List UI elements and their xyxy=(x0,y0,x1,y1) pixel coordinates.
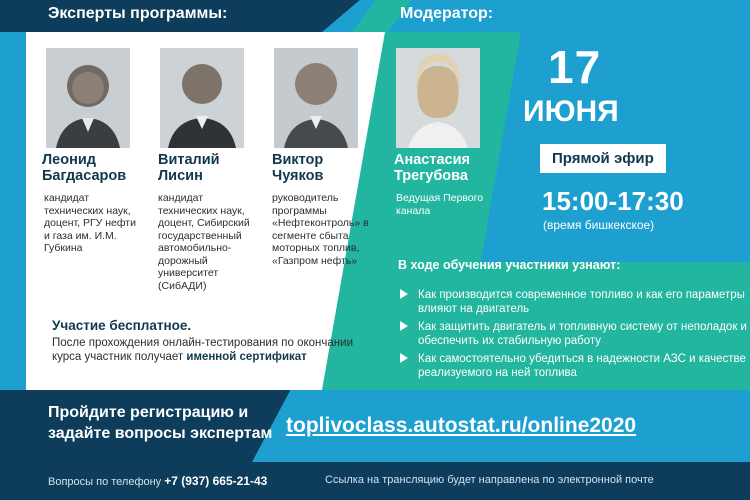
avatar xyxy=(396,48,480,148)
cta-text: Пройдите регистрацию и задайте вопросы экспертам xyxy=(48,404,273,442)
expert-photo-1 xyxy=(46,48,130,148)
moderator-heading: Модератор: xyxy=(400,5,494,22)
learn-item-2-label: Как защитить двигатель и топливную систему от неполадок и обеспечить их стабильную работу xyxy=(418,321,747,347)
learn-item-3 xyxy=(418,352,748,380)
free-participation-text-body: После прохождения онлайн-тестирования по окончании курса участник получает xyxy=(52,337,353,363)
expert-name-2-line1: Виталий xyxy=(158,152,220,168)
moderator-name-line2: Трегубова xyxy=(394,168,468,184)
learn-item-3-label: Как самостоятельно убедиться в надежности АЗС и качестве реализуемого на ней топлива xyxy=(418,353,746,379)
expert-desc-2: кандидат технических наук, доцент, Сибирский государственный автомобильно-дорожный университет (СибАДИ) xyxy=(158,192,250,292)
triangle-bullet-icon xyxy=(400,353,408,363)
portrait-icon xyxy=(274,48,358,148)
footer-phone-block xyxy=(48,474,267,488)
moderator-desc: Ведущая Первого канала xyxy=(396,192,484,217)
learn-heading: В ходе обучения участники узнают: xyxy=(398,258,621,272)
triangle-bullet-icon xyxy=(400,321,408,331)
moderator-name-line1: Анастасия xyxy=(394,152,470,168)
footer-phone-label: Вопросы по телефону xyxy=(48,476,162,488)
event-month: ИЮНЯ xyxy=(523,95,619,128)
live-badge: Прямой эфир xyxy=(540,144,666,173)
expert-name-3-line2: Чуяков xyxy=(272,168,324,184)
event-day: 17 xyxy=(548,41,602,93)
avatar xyxy=(160,48,244,148)
footer-phone-number[interactable]: +7 (937) 665-21-43 xyxy=(164,474,268,488)
expert-photo-2 xyxy=(160,48,244,148)
avatar xyxy=(274,48,358,148)
learn-item-1 xyxy=(418,288,748,316)
event-timezone: (время бишкекское) xyxy=(543,218,655,232)
expert-desc-3: руководитель программы «Нефтеконтроль» в сегменте сбыта моторных топлив, «Газпром нефть» xyxy=(272,192,369,267)
learn-item-2 xyxy=(418,320,748,348)
registration-link[interactable]: toplivoclass.autostat.ru/online2020 xyxy=(286,414,637,437)
moderator-photo xyxy=(396,48,480,148)
free-participation-text xyxy=(52,336,362,364)
left-blue-stripe xyxy=(0,32,26,390)
expert-photo-3 xyxy=(274,48,358,148)
expert-desc-1: кандидат технических наук, доцент, РГУ нефти и газа им. И.М. Губкина xyxy=(44,192,136,254)
moderator-name xyxy=(394,152,514,184)
learn-item-1-label: Как производится современное топливо и как его параметры влияют на двигатель xyxy=(418,289,745,315)
avatar xyxy=(46,48,130,148)
expert-name-1 xyxy=(42,152,152,184)
expert-name-2-line2: Лисин xyxy=(158,168,203,184)
expert-name-2 xyxy=(158,152,268,184)
portrait-icon xyxy=(46,48,130,148)
triangle-bullet-icon xyxy=(400,289,408,299)
portrait-icon xyxy=(160,48,244,148)
expert-name-3 xyxy=(272,152,382,184)
experts-heading: Эксперты программы: xyxy=(48,5,228,22)
footer-note: Ссылка на трансляцию будет направлена по электронной почте xyxy=(325,474,654,486)
expert-name-3-line1: Виктор xyxy=(272,152,324,168)
expert-name-1-line1: Леонид xyxy=(42,152,96,168)
expert-name-1-line2: Багдасаров xyxy=(42,168,127,184)
free-participation-title: Участие бесплатное. xyxy=(52,318,192,333)
portrait-icon xyxy=(396,48,480,148)
event-time: 15:00-17:30 xyxy=(542,186,684,216)
free-participation-certificate: именной сертификат xyxy=(186,351,307,363)
